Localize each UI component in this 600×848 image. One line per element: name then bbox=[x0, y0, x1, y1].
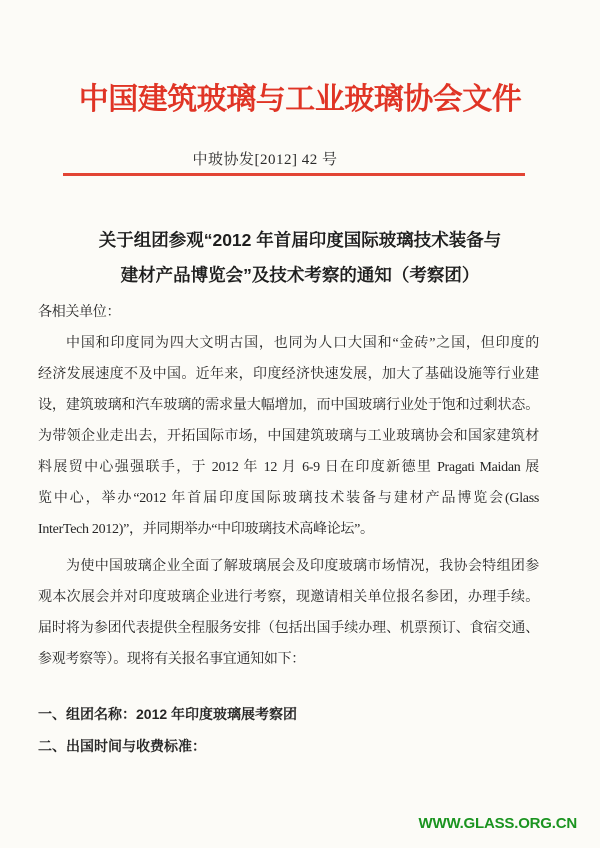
body-line: 届时将为参团代表提供全程服务安排（包括出国手续办理、机票预订、食宿交通、 bbox=[38, 621, 539, 636]
numbered-items bbox=[38, 698, 539, 762]
body-line: 中国和印度同为四大文明古国，也同为人口大国和“金砖”之国，但印度的 bbox=[66, 336, 539, 351]
item-group-name: 一、组团名称：2012 年印度玻璃展考察团 bbox=[38, 706, 298, 722]
body-line: 设，建筑玻璃和汽车玻璃的需求量大幅增加，而中国玻璃行业处于饱和过剩状态。 bbox=[38, 398, 539, 413]
body-line: 经济发展速度不及中国。近年来，印度经济快速发展，加大了基础设施等行业建 bbox=[38, 367, 539, 382]
footer-website-url: WWW.GLASS.ORG.CN bbox=[418, 815, 577, 832]
body-line: 观本次展会并对印度玻璃企业进行考察，现邀请相关单位报名参团，办理手续。 bbox=[38, 590, 539, 605]
body-line: 为带领企业走出去，开拓国际市场，中国建筑玻璃与工业玻璃协会和国家建筑材 bbox=[38, 429, 539, 444]
body-line: 料展贸中心强强联手，于 2012 年 12 月 6-9 日在印度新德里 Pragati Maidan 展 bbox=[38, 460, 539, 475]
paragraph-2 bbox=[38, 551, 539, 675]
salutation: 各相关单位： bbox=[38, 305, 121, 320]
body-line: 览中心，举办“2012 年首届印度国际玻璃技术装备与建材产品博览会(Glass bbox=[38, 491, 539, 506]
item-schedule-fees: 二、出国时间与收费标准： bbox=[38, 738, 206, 754]
paragraph-1 bbox=[38, 328, 539, 545]
red-divider-line bbox=[63, 173, 525, 176]
notice-title-line-2: 建材产品博览会”及技术考察的通知（考察团） bbox=[120, 265, 480, 285]
document-body bbox=[38, 297, 539, 762]
document-reference-number: 中玻协发[2012] 42 号 bbox=[192, 152, 338, 168]
body-line: InterTech 2012)”，并同期举办“中印玻璃技术高峰论坛”。 bbox=[38, 522, 374, 537]
body-line: 参观考察等）。现将有关报名事宜通知如下： bbox=[38, 652, 305, 667]
body-line: 为使中国玻璃企业全面了解玻璃展会及印度玻璃市场情况，我协会特组团参 bbox=[66, 559, 539, 574]
notice-title-line-1: 关于组团参观“2012 年首届印度国际玻璃技术装备与 bbox=[98, 230, 502, 250]
association-document-header: 中国建筑玻璃与工业玻璃协会文件 bbox=[78, 83, 522, 116]
notice-title bbox=[0, 223, 600, 293]
